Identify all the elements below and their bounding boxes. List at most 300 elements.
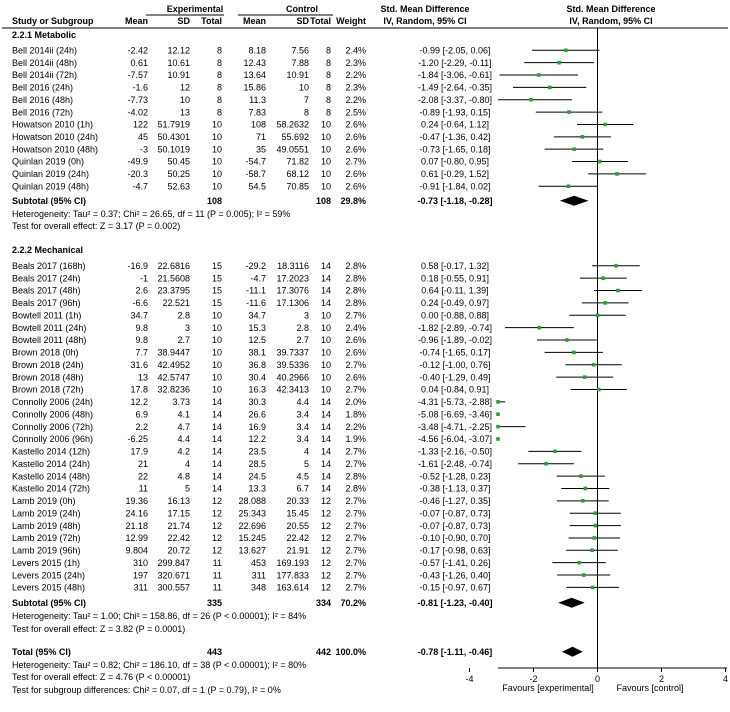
ctrl-sd: 163.614: [276, 582, 309, 593]
exp-sd: 21.5608: [157, 273, 190, 284]
study-point: [537, 73, 541, 77]
subtotal-label: Subtotal (95% CI): [12, 598, 87, 608]
subtotal-ctrl-total: 108: [315, 196, 331, 206]
study-name: Connolly 2006 (72h): [12, 421, 94, 432]
ctrl-sd: 2.7: [296, 335, 309, 346]
study-point: [584, 487, 588, 491]
ctrl-sd: 17.2023: [276, 273, 309, 284]
study-weight: 2.4%: [345, 322, 366, 333]
ctrl-sd: 17.1306: [276, 298, 309, 309]
study-weight: 1.9%: [345, 434, 366, 445]
header-mean-ctrl: Mean: [242, 16, 266, 26]
study-ci: -0.74 [-1.65, 0.17]: [419, 347, 491, 358]
exp-total: 8: [216, 45, 222, 56]
ctrl-sd: 20.55: [286, 520, 309, 531]
study-ci: 0.18 [-0.55, 0.91]: [420, 273, 490, 284]
study-ci: 0.04 [-0.84, 0.91]: [420, 384, 490, 395]
study-ci: 0.24 [-0.49, 0.97]: [420, 298, 490, 309]
study-name: Bell 2016 (48h): [12, 94, 74, 105]
study-weight: 2.6%: [345, 132, 366, 143]
study-ci: -0.96 [-1.89, -0.02]: [417, 335, 493, 346]
exp-sd: 10.61: [167, 57, 190, 68]
exp-sd: 32.8236: [157, 384, 190, 395]
study-weight: 2.2%: [345, 70, 366, 81]
exp-mean: 45: [137, 132, 148, 143]
x-tick-label: 2: [658, 674, 665, 684]
ctrl-mean: 54.5: [248, 181, 266, 192]
ctrl-mean: 28.088: [238, 496, 266, 507]
ctrl-sd: 17.3076: [276, 285, 309, 296]
ctrl-sd: 70.85: [286, 181, 309, 192]
study-ci: -5.08 [-6.69, -3.46]: [417, 409, 493, 420]
x-tick-label: 4: [722, 674, 729, 684]
subtotal-diamond: [560, 196, 589, 206]
ctrl-total: 12: [320, 533, 331, 544]
ctrl-total: 12: [320, 570, 331, 581]
study-weight: 2.3%: [345, 57, 366, 68]
study-weight: 2.6%: [345, 144, 366, 155]
ctrl-total: 12: [320, 496, 331, 507]
study-ci: -4.56 [-6.04, -3.07]: [417, 434, 493, 445]
study-point: [496, 437, 500, 441]
exp-sd: 299.847: [157, 557, 190, 568]
ctrl-total: 10: [320, 372, 331, 383]
ctrl-mean: 8.18: [248, 45, 266, 56]
study-ci: -0.10 [-0.90, 0.70]: [419, 533, 491, 544]
study-weight: 2.2%: [345, 421, 366, 432]
study-weight: 1.8%: [345, 409, 366, 420]
ctrl-total: 12: [320, 582, 331, 593]
ctrl-mean: 348: [250, 582, 266, 593]
exp-sd: 10.91: [167, 70, 190, 81]
exp-sd: 20.72: [167, 545, 190, 556]
ctrl-mean: 26.6: [248, 409, 266, 420]
ctrl-sd: 71.82: [286, 156, 309, 167]
study-name: Lamb 2019 (96h): [12, 545, 81, 556]
study-name: Bell 2016 (72h): [12, 107, 74, 118]
ctrl-total: 8: [325, 82, 331, 93]
exp-total: 8: [216, 82, 222, 93]
study-weight: 2.7%: [345, 446, 366, 457]
exp-total: 14: [211, 397, 222, 408]
study-name: Levers 2015 (1h): [12, 557, 81, 568]
exp-total: 12: [211, 496, 222, 507]
header-effect: Std. Mean Difference: [380, 4, 470, 14]
exp-total: 10: [211, 347, 222, 358]
study-point: [572, 351, 576, 355]
study-point: [591, 586, 595, 590]
study-ci: -0.07 [-0.87, 0.73]: [419, 520, 491, 531]
exp-sd: 42.5747: [157, 372, 190, 383]
exp-mean: 17.9: [130, 446, 148, 457]
exp-mean: 17.8: [130, 384, 148, 395]
study-point: [603, 301, 607, 305]
exp-total: 11: [212, 582, 222, 593]
study-point: [577, 561, 581, 565]
exp-mean: -20.3: [127, 169, 148, 180]
subgroup-test-text: Test for subgroup differences: Chi² = 0.07, df = 1 (P = 0.79), I² = 0%: [12, 685, 281, 695]
exp-total: 14: [211, 471, 222, 482]
axis-label-left: Favours [experimental]: [502, 683, 594, 693]
ctrl-mean: 12.2: [248, 434, 266, 445]
ctrl-mean: 24.5: [248, 471, 266, 482]
ctrl-total: 14: [320, 409, 331, 420]
ctrl-sd: 177.833: [276, 570, 309, 581]
exp-mean: 2.6: [135, 285, 148, 296]
exp-total: 14: [211, 446, 222, 457]
subtotal-diamond: [558, 598, 585, 608]
exp-mean: 122: [132, 119, 148, 130]
ctrl-mean: 11.3: [249, 94, 266, 105]
study-ci: -1.33 [-2.16, -0.50]: [417, 446, 493, 457]
exp-sd: 22.6816: [157, 261, 190, 271]
ctrl-mean: 35: [255, 144, 266, 155]
header-experimental: Experimental: [166, 4, 224, 14]
study-name: Howatson 2010 (24h): [12, 132, 99, 143]
study-name: Bell 2014ii (24h): [12, 45, 78, 56]
exp-total: 10: [211, 384, 222, 395]
study-name: Kastello 2014 (24h): [12, 458, 91, 469]
study-point: [603, 123, 607, 127]
study-weight: 2.4%: [345, 45, 366, 56]
study-name: Kastello 2014 (12h): [12, 446, 91, 457]
ctrl-mean: 12.43: [243, 57, 266, 68]
ctrl-sd: 49.0551: [276, 144, 309, 155]
study-weight: 2.7%: [345, 508, 366, 519]
study-ci: -0.52 [-1.28, 0.23]: [419, 471, 491, 482]
exp-sd: 16.13: [167, 496, 190, 507]
study-point: [579, 474, 583, 478]
ctrl-total: 14: [320, 471, 331, 482]
study-weight: 2.5%: [345, 107, 366, 118]
exp-total: 10: [211, 144, 222, 155]
ctrl-total: 14: [320, 397, 331, 408]
study-ci: -0.46 [-1.27, 0.35]: [419, 496, 491, 507]
study-ci: -3.48 [-4.71, -2.25]: [417, 421, 493, 432]
exp-mean: 7.7: [135, 347, 148, 358]
study-ci: -0.07 [-0.87, 0.73]: [419, 508, 491, 519]
ctrl-mean: 13.64: [243, 70, 266, 81]
study-ci: -0.99 [-2.05, 0.06]: [419, 45, 491, 56]
ctrl-sd: 7.88: [291, 57, 309, 68]
exp-mean: 0.61: [130, 57, 148, 68]
study-ci: -0.12 [-1.00, 0.76]: [419, 359, 491, 370]
study-ci: -0.89 [-1.93, 0.15]: [419, 107, 491, 118]
exp-mean: -6.25: [127, 434, 148, 445]
exp-total: 15: [211, 298, 222, 309]
study-ci: 0.58 [-0.17, 1.32]: [420, 261, 490, 271]
ctrl-sd: 58.2632: [276, 119, 309, 130]
ctrl-total: 12: [320, 508, 331, 519]
exp-mean: -2.42: [127, 45, 148, 56]
exp-total: 10: [211, 372, 222, 383]
study-point: [593, 511, 597, 515]
study-name: Bell 2014ii (48h): [12, 57, 78, 68]
exp-sd: 4.2: [177, 446, 190, 457]
ctrl-mean: 30.4: [248, 372, 266, 383]
exp-total: 8: [216, 57, 222, 68]
study-ci: 0.00 [-0.88, 0.88]: [420, 310, 490, 321]
subtotal-weight: 70.2%: [340, 598, 366, 608]
exp-sd: 320.671: [157, 570, 190, 581]
ctrl-sd: 42.3413: [276, 384, 309, 395]
header-control: Control: [286, 4, 318, 14]
overall-effect-text: Test for overall effect: Z = 3.82 (P = 0.0001): [12, 624, 186, 634]
study-weight: 2.7%: [345, 359, 366, 370]
study-ci: -1.49 [-2.64, -0.35]: [417, 82, 493, 93]
ctrl-mean: -11.6: [246, 298, 266, 309]
subtotal-label: Subtotal (95% CI): [12, 196, 87, 206]
study-name: Lamb 2019 (72h): [12, 533, 81, 544]
subtotal-ci: -0.81 [-1.23, -0.40]: [417, 598, 493, 608]
exp-sd: 52.63: [167, 181, 190, 192]
ctrl-total: 14: [320, 273, 331, 284]
exp-mean: -7.73: [127, 94, 148, 105]
study-point: [567, 110, 571, 114]
exp-mean: 311: [133, 582, 148, 593]
study-weight: 2.6%: [345, 181, 366, 192]
study-name: Bell 2016 (24h): [12, 82, 74, 93]
study-point: [548, 86, 552, 90]
heterogeneity-text: Heterogeneity: Tau² = 1.00; Chi² = 158.86, df = 26 (P < 0.00001); I² = 84%: [12, 611, 307, 621]
header-study: Study or Subgroup: [12, 16, 94, 26]
total-diamond: [562, 647, 583, 657]
study-weight: 2.7%: [345, 458, 366, 469]
exp-total: 12: [211, 508, 222, 519]
chart-subtitle: IV, Random, 95% CI: [569, 16, 653, 26]
ctrl-sd: 22.42: [286, 533, 309, 544]
study-weight: 2.7%: [345, 582, 366, 593]
study-point: [529, 98, 533, 102]
ctrl-mean: 311: [251, 570, 266, 581]
ctrl-mean: 16.9: [248, 421, 266, 432]
study-point: [592, 363, 596, 367]
study-point: [598, 160, 602, 164]
group-title: 2.2.2 Mechanical: [12, 245, 84, 255]
ctrl-mean: 25.343: [238, 508, 266, 519]
study-weight: 2.6%: [345, 347, 366, 358]
study-weight: 2.7%: [345, 520, 366, 531]
exp-total: 10: [211, 322, 222, 333]
exp-mean: -1.6: [132, 82, 148, 93]
ctrl-mean: 16.3: [248, 384, 266, 395]
exp-sd: 50.1019: [157, 144, 190, 155]
exp-mean: 12.99: [125, 533, 148, 544]
header-sd-exp: SD: [177, 16, 190, 26]
ctrl-total: 8: [325, 45, 331, 56]
study-weight: 2.6%: [345, 119, 366, 130]
study-weight: 2.8%: [345, 471, 366, 482]
exp-mean: 6.9: [135, 409, 148, 420]
ctrl-total: 10: [320, 322, 331, 333]
exp-total: 11: [212, 570, 222, 581]
study-weight: 2.7%: [345, 384, 366, 395]
ctrl-sd: 39.7337: [276, 347, 309, 358]
ctrl-total: 12: [320, 557, 331, 568]
exp-sd: 22.521: [162, 298, 190, 309]
ctrl-mean: 71: [255, 132, 266, 143]
study-point: [537, 326, 541, 330]
exp-mean: -3: [139, 144, 148, 155]
study-name: Connolly 2006 (24h): [12, 397, 94, 408]
study-point: [496, 425, 500, 429]
study-point: [496, 400, 500, 404]
ctrl-total: 8: [325, 57, 331, 68]
exp-sd: 12.12: [167, 45, 190, 56]
exp-total: 8: [216, 107, 222, 118]
exp-mean: 31.6: [130, 359, 148, 370]
exp-sd: 50.4301: [157, 132, 190, 143]
exp-total: 10: [211, 169, 222, 180]
ctrl-sd: 2.8: [296, 322, 309, 333]
study-point: [572, 147, 576, 151]
study-weight: 2.7%: [345, 156, 366, 167]
study-ci: -0.17 [-0.98, 0.63]: [419, 545, 491, 556]
ctrl-total: 8: [325, 107, 331, 118]
ctrl-sd: 3.4: [296, 421, 309, 432]
study-name: Beals 2017 (24h): [12, 273, 81, 284]
ctrl-total: 14: [320, 483, 331, 494]
ctrl-mean: 23.5: [248, 446, 266, 457]
exp-sd: 51.7919: [157, 119, 190, 130]
study-weight: 2.6%: [345, 372, 366, 383]
study-ci: -2.08 [-3.37, -0.80]: [417, 94, 493, 105]
ctrl-sd: 7.56: [291, 45, 309, 56]
ctrl-mean: 108: [250, 119, 266, 130]
exp-mean: -4.02: [127, 107, 148, 118]
study-name: Connolly 2006 (96h): [12, 434, 94, 445]
exp-total: 15: [211, 273, 222, 284]
header-effect-sub: IV, Random, 95% CI: [383, 16, 467, 26]
exp-mean: 19.36: [125, 496, 148, 507]
header-mean-exp: Mean: [124, 16, 148, 26]
study-point: [614, 264, 618, 268]
ctrl-mean: 13.627: [238, 545, 266, 556]
exp-total: 14: [211, 458, 222, 469]
ctrl-sd: 169.193: [276, 557, 309, 568]
ctrl-total: 10: [320, 119, 331, 130]
ctrl-sd: 18.3116: [277, 261, 309, 271]
ctrl-total: 10: [320, 359, 331, 370]
ctrl-mean: -29.2: [245, 261, 266, 271]
study-ci: -1.20 [-2.29, -0.11]: [418, 57, 492, 68]
study-name: Beals 2017 (96h): [12, 298, 81, 309]
study-name: Quinlan 2019 (24h): [12, 169, 90, 180]
ctrl-sd: 3.4: [296, 434, 309, 445]
exp-total: 12: [211, 545, 222, 556]
ctrl-sd: 4.4: [296, 397, 309, 408]
study-name: Quinlan 2019 (0h): [12, 156, 85, 167]
exp-mean: 12.2: [130, 397, 148, 408]
exp-sd: 3.73: [172, 397, 190, 408]
study-name: Lamb 2019 (0h): [12, 496, 76, 507]
total-exp-total: 443: [206, 647, 222, 657]
ctrl-mean: 30.3: [248, 397, 266, 408]
study-ci: -0.57 [-1.41, 0.26]: [419, 557, 491, 568]
study-point: [557, 61, 561, 65]
header-sd-ctrl: SD: [296, 16, 309, 26]
subtotal-exp-total: 335: [206, 598, 222, 608]
study-name: Bell 2014ii (72h): [12, 70, 78, 81]
ctrl-total: 10: [320, 384, 331, 395]
study-point: [567, 184, 571, 188]
study-point: [593, 524, 597, 528]
subtotal-weight: 29.8%: [340, 196, 366, 206]
exp-total: 10: [211, 359, 222, 370]
ctrl-mean: 38.1: [248, 347, 266, 358]
ctrl-mean: 28.5: [248, 458, 266, 469]
exp-total: 8: [216, 70, 222, 81]
ctrl-total: 14: [320, 285, 331, 296]
study-point: [544, 462, 548, 466]
exp-mean: 310: [132, 557, 148, 568]
ctrl-total: 10: [320, 144, 331, 155]
study-point: [615, 172, 619, 176]
study-name: Lamb 2019 (24h): [12, 508, 81, 519]
group-title: 2.2.1 Metabolic: [12, 30, 77, 40]
exp-mean: -4.7: [132, 181, 148, 192]
ctrl-sd: 4: [303, 446, 309, 457]
study-point: [601, 276, 605, 280]
ctrl-sd: 15.45: [286, 508, 309, 519]
study-point: [496, 412, 500, 416]
exp-mean: 9.8: [135, 335, 148, 346]
study-name: Howatson 2010 (48h): [12, 144, 99, 155]
ctrl-mean: -4.7: [250, 273, 266, 284]
study-name: Beals 2017 (48h): [12, 285, 81, 296]
exp-total: 10: [211, 119, 222, 130]
exp-sd: 2.7: [177, 335, 190, 346]
exp-sd: 22.42: [167, 533, 190, 544]
ctrl-sd: 10.91: [286, 70, 309, 81]
header-weight: Weight: [336, 16, 366, 26]
ctrl-mean: 7.83: [248, 107, 266, 118]
exp-sd: 4: [184, 458, 190, 469]
exp-total: 14: [211, 434, 222, 445]
ctrl-sd: 3.4: [296, 409, 309, 420]
ctrl-total: 10: [320, 156, 331, 167]
study-name: Bowtell 2011 (48h): [12, 335, 87, 346]
study-ci: 0.64 [-0.11, 1.39]: [421, 285, 489, 296]
study-point: [596, 313, 600, 317]
study-ci: -0.91 [-1.84, 0.02]: [419, 181, 491, 192]
study-weight: 2.6%: [345, 335, 366, 346]
study-name: Levers 2015 (24h): [12, 570, 86, 581]
exp-total: 10: [211, 132, 222, 143]
subtotal-exp-total: 108: [206, 196, 222, 206]
ctrl-sd: 68.12: [286, 169, 309, 180]
study-point: [553, 450, 557, 454]
ctrl-total: 10: [320, 169, 331, 180]
header-total-exp: Total: [201, 16, 222, 26]
study-weight: 2.7%: [345, 557, 366, 568]
exp-total: 15: [211, 285, 222, 296]
exp-sd: 4.8: [177, 471, 190, 482]
ctrl-sd: 7: [303, 94, 309, 105]
exp-total: 12: [211, 520, 222, 531]
study-weight: 2.7%: [345, 533, 366, 544]
ctrl-mean: -54.7: [245, 156, 266, 167]
ctrl-mean: 13.3: [248, 483, 266, 494]
total-ci: -0.78 [-1.11, -0.46]: [417, 647, 493, 657]
study-point: [593, 536, 597, 540]
study-ci: -1.84 [-3.06, -0.61]: [417, 70, 493, 81]
exp-mean: 21.18: [125, 520, 148, 531]
study-name: Brown 2018 (24h): [12, 359, 84, 370]
study-point: [616, 289, 620, 293]
study-name: Lamb 2019 (48h): [12, 520, 81, 531]
exp-mean: 22: [137, 471, 148, 482]
